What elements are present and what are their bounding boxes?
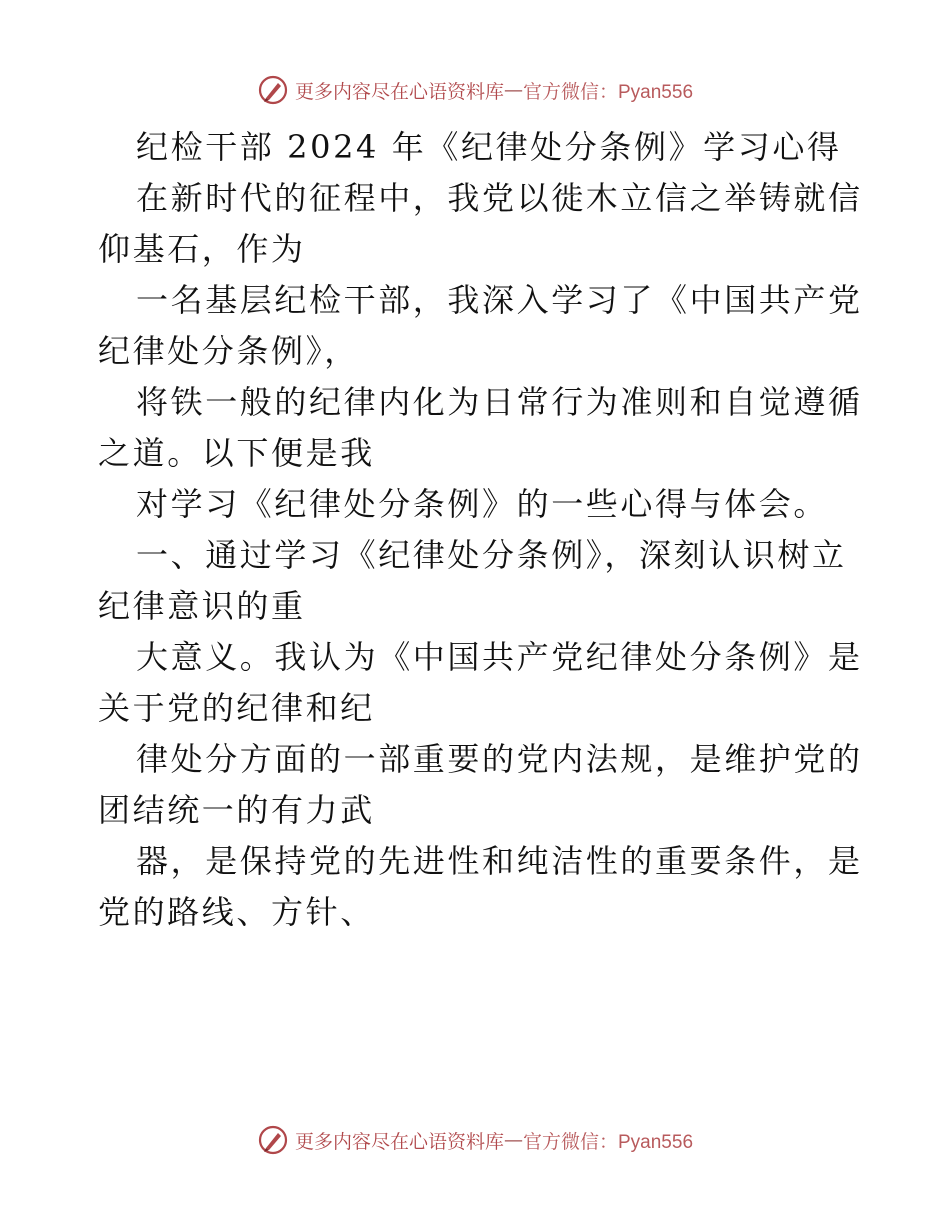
watermark-text: 更多内容尽在心语资料库 — [294, 80, 504, 103]
header-watermark — [0, 74, 950, 106]
paragraph-line: 器，是保持党的先进性和纯洁性的重要条件，是 — [136, 842, 863, 880]
watermark-text: 更多内容尽在心语资料库 — [294, 1130, 504, 1153]
section-heading-line: 一、通过学习《纪律处分条例》，深刻认识树立 — [136, 536, 847, 574]
footer-watermark — [0, 1124, 950, 1156]
paragraph-line: 纪律处分条例》， — [98, 332, 359, 370]
paragraph-line: 团结统一的有力武 — [98, 791, 375, 829]
paragraph-line: 之道。以下便是我 — [98, 434, 375, 472]
paragraph-line: 对学习《纪律处分条例》的一些心得与体会。 — [136, 485, 829, 523]
paragraph-line: 大意义。我认为《中国共产党纪律处分条例》是 — [136, 638, 863, 676]
paragraph-line: 在新时代的征程中，我党以徙木立信之举铸就信 — [136, 179, 863, 217]
document-title: 纪检干部 2024 年《纪律处分条例》学习心得 — [136, 128, 842, 166]
paragraph-line: 党的路线、方针、 — [98, 893, 375, 931]
watermark-separator: — — [504, 1129, 523, 1151]
paragraph-line: 将铁一般的纪律内化为日常行为准则和自觉遵循 — [136, 383, 863, 421]
watermark-separator: — — [504, 79, 523, 101]
watermark-contact: 官方微信：Pyan556 — [523, 81, 694, 103]
paragraph-line: 关于党的纪律和纪 — [98, 689, 375, 727]
section-heading-line: 纪律意识的重 — [98, 587, 306, 625]
paragraph-line: 律处分方面的一部重要的党内法规，是维护党的 — [136, 740, 863, 778]
watermark-contact: 官方微信：Pyan556 — [523, 1131, 694, 1153]
pen-logo-icon — [257, 74, 289, 106]
document-body — [98, 122, 863, 938]
pen-logo-icon — [257, 1124, 289, 1156]
paragraph-line: 仰基石，作为 — [98, 230, 306, 268]
paragraph-line: 一名基层纪检干部，我深入学习了《中国共产党 — [136, 281, 863, 319]
